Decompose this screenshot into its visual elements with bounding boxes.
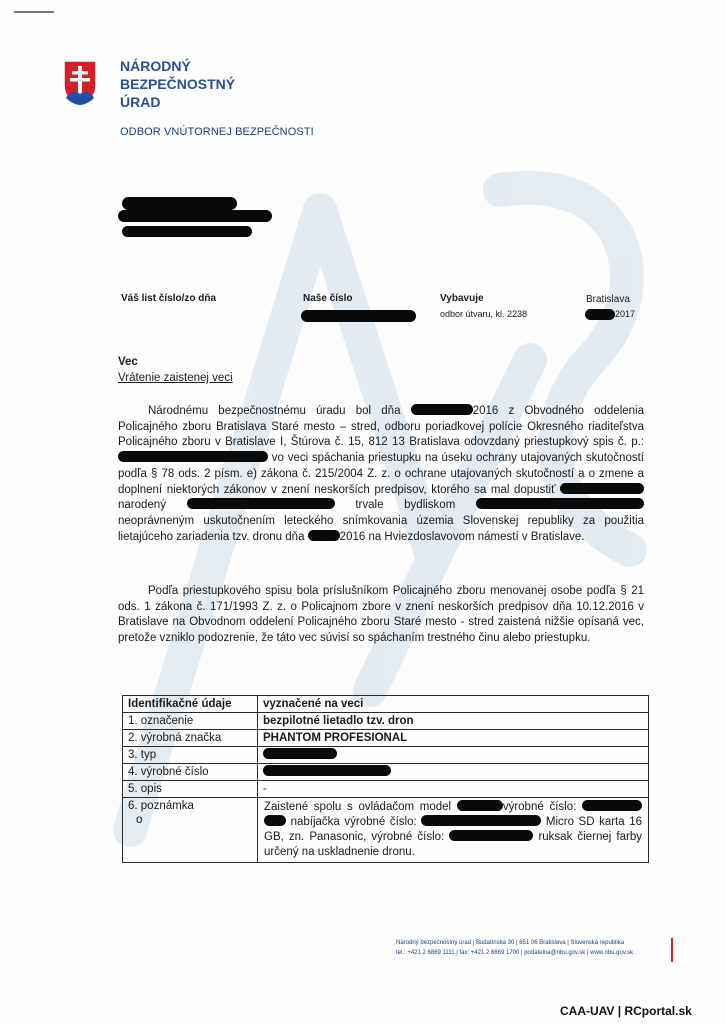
footer-address: Národný bezpečnostný úrad | Budatínska 30 | 851 06 Bratislava | Slovenská republika — [396, 940, 625, 946]
note-label: 6. poznámka — [128, 800, 194, 812]
organization-name — [120, 57, 320, 111]
p1-text-a: Národnému bezpečnostnému úradu bol dňa — [148, 405, 401, 417]
your-letter-label: Váš list číslo/zo dňa — [121, 293, 217, 304]
redacted-recipient-line3 — [122, 226, 252, 237]
p1-text-d: narodený — [118, 499, 166, 512]
table-header-row — [123, 696, 649, 713]
org-name-line2: BEZPEČNOSTNÝ — [120, 76, 236, 92]
city: Bratislava — [586, 294, 630, 305]
identification-table — [122, 695, 649, 863]
p1-text-g: 2016 na Hviezdoslavovom námestí v Bratislave. — [339, 530, 585, 543]
redacted-birth-date — [187, 498, 335, 509]
redacted-note-fragment — [264, 815, 286, 826]
redacted-type — [263, 748, 337, 759]
table-header-col2: vyznačené na veci — [258, 696, 649, 713]
slovak-coat-of-arms-logo — [63, 60, 97, 106]
row-label: 2. výrobná značka — [123, 730, 258, 747]
row-label: 5. opis — [123, 781, 258, 798]
p1-text-b: 2016 z Obvodného oddelenia Policajného zboru Bratislava Staré mesto – stred, odboru poriadkovej polície Okresného riaditeľstva Policajného zboru v Bratislave I, Štúrova č. 15, 812 13 Bratislava odovzdaný priestupkový spis č. p.: — [118, 405, 644, 449]
subject-title: Vrátenie zaistenej veci — [118, 372, 233, 384]
redacted-address — [476, 498, 644, 509]
paragraph-1 — [118, 404, 644, 545]
footer-contacts: tel.: +421 2 6869 1111 | fax: +421 2 6869 1700 | podatelna@nbu.gov.sk | www.nbu.gov.sk — [396, 950, 634, 956]
year: 2017 — [615, 309, 636, 319]
redacted-recipient-line1 — [122, 197, 237, 210]
p2-text: Podľa priestupkového spisu bola príslušníkom Policajného zboru menovanej osobe podľa § 21 ods. 1 zákona č. 171/1993 Z. z. o Policajnom zbore v znení neskorších predpisov dňa 10.12.2016 v Bratislave na Obvodnom oddelení Policajného zboru Staré mesto - stred zaistená nižšie opísaná vec, pretože vzniklo podozrenie, že táto vec súvisí so spáchaním trestného činu alebo priestupku. — [118, 585, 644, 645]
footer-accent-bar — [671, 938, 673, 962]
redacted-name — [560, 483, 644, 494]
note-text — [258, 798, 649, 863]
note-text-d: Micro SD karta 16 GB, zn. Panasonic, výrobné číslo: — [264, 816, 643, 843]
table-header-col1: Identifikačné údaje — [123, 696, 258, 713]
table-row — [123, 747, 649, 764]
p1-text-e: trvale bydliskom — [355, 499, 456, 512]
note-text-e: ruksak čiernej farby určený na uskladnenie dronu. — [264, 831, 642, 858]
redacted-date-1 — [411, 404, 473, 415]
source-credit: CAA-UAV | RCportal.sk — [560, 1004, 692, 1018]
table-row — [123, 730, 649, 747]
redacted-date — [585, 309, 615, 320]
redacted-controller-serial — [582, 800, 642, 811]
redacted-charger-serial — [421, 815, 541, 826]
org-name-line1: NÁRODNÝ — [120, 58, 191, 74]
our-number-label: Naše číslo — [303, 293, 353, 304]
department-name: ODBOR VNÚTORNEJ BEZPEČNOSTI — [120, 126, 314, 138]
handled-by-label: Vybavuje — [440, 293, 484, 304]
table-row — [123, 713, 649, 730]
row-label: 1. označenie — [123, 713, 258, 730]
redacted-date-2 — [308, 530, 340, 541]
row-value-redacted — [258, 747, 649, 764]
subject-label: Vec — [118, 356, 138, 368]
redacted-sd-serial — [449, 830, 533, 841]
row-label: 4. výrobné číslo — [123, 764, 258, 781]
redacted-serial-number — [263, 765, 391, 776]
row-value: PHANTOM PROFESIONAL — [258, 730, 649, 747]
redacted-controller-model — [457, 800, 503, 811]
note-text-a: Zaistené spolu s ovládačom model — [264, 801, 452, 813]
org-name-line3: ÚRAD — [120, 94, 161, 110]
table-row — [123, 764, 649, 781]
note-text-c: nabíjačka výrobné číslo: — [290, 816, 417, 828]
handled-by-value: odbor útvaru, kl. 2238 — [440, 309, 528, 319]
table-row — [123, 798, 649, 863]
stray-mark: o — [136, 814, 143, 826]
table-row — [123, 781, 649, 798]
row-label-note — [123, 798, 258, 863]
redacted-recipient-line2 — [118, 210, 272, 222]
redacted-our-number — [301, 310, 416, 322]
p1-text-c: vo veci spáchania priestupku na úseku ochrany utajovaných skutočností podľa § 78 ods. 2 písm. e) zákona č. 215/2004 Z. z. o ochrane utajovaných skutočností a o zmene a doplnení niektorých zákonov v znení neskorších predpisov, ktorého sa mal dopustiť — [118, 452, 644, 496]
redacted-case-number — [118, 451, 268, 462]
row-value-redacted — [258, 764, 649, 781]
p1-text-f: neoprávneným uskutočnením leteckého snímkovania územia Slovenskej republiky za použitia lietajúceho zariadenia tzv. dronu dňa — [118, 514, 644, 543]
row-value: bezpilotné lietadlo tzv. dron — [258, 713, 649, 730]
note-text-b: výrobné číslo: — [502, 801, 577, 813]
row-label: 3. typ — [123, 747, 258, 764]
row-value: - — [258, 781, 649, 798]
top-edge-mark — [14, 11, 54, 13]
paragraph-2 — [118, 584, 644, 647]
